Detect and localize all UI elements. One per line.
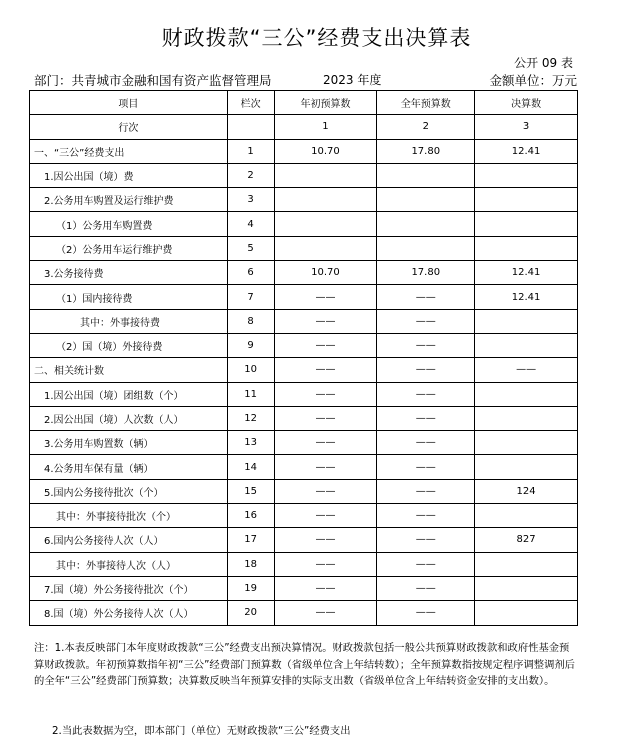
- initial-budget-cell: ——: [274, 455, 377, 479]
- table-row: [30, 479, 578, 503]
- item-cell: 其中：外事接待人次（人）: [30, 552, 228, 576]
- item-cell: 7.国（境）外公务接待批次（个）: [30, 576, 228, 600]
- row-number-cell: 6: [227, 261, 274, 285]
- table-row: [30, 504, 578, 528]
- item-cell: 2.公务用车购置及运行维护费: [30, 188, 228, 212]
- full-year-budget-cell: 17.80: [377, 261, 475, 285]
- table-row: [30, 601, 578, 625]
- year-label: 2023 年度: [323, 73, 382, 87]
- final-account-cell: 12.41: [475, 285, 578, 309]
- final-account-cell: [475, 236, 578, 260]
- full-year-budget-cell: ——: [377, 382, 475, 406]
- final-account-cell: [475, 455, 578, 479]
- final-account-cell: 12.41: [475, 261, 578, 285]
- row-number-cell: 11: [227, 382, 274, 406]
- row-number-cell: 15: [227, 479, 274, 503]
- note-1: 注：1.本表反映部门本年度财政拨款“三公”经费支出预决算情况。财政拨款包括一般公共预算财政拨款和政府性基金预算财政拨款。年初预算数指年初“三公”经费部门预算数（省级单位含上年结转数）；全年预算数指按规定程序调整调剂后的全年“三公”经费部门预算数；决算数反映当年预算安排的实际支出数（省级单位含上年结转资金安排的支出数）。: [34, 642, 575, 687]
- full-year-budget-cell: ——: [377, 576, 475, 600]
- initial-budget-cell: ——: [274, 285, 377, 309]
- full-year-budget-cell: ——: [377, 601, 475, 625]
- row-number-cell: 5: [227, 236, 274, 260]
- final-account-cell: 124: [475, 479, 578, 503]
- item-cell: （2）公务用车运行维护费: [30, 236, 228, 260]
- row-number-cell: 18: [227, 552, 274, 576]
- initial-budget-cell: ——: [274, 576, 377, 600]
- header-cell: 全年预算数: [377, 91, 475, 115]
- full-year-budget-cell: [377, 163, 475, 187]
- item-cell: 其中：外事接待批次（个）: [30, 504, 228, 528]
- initial-budget-cell: [274, 212, 377, 236]
- initial-budget-cell: 10.70: [274, 261, 377, 285]
- row-number-cell: 9: [227, 333, 274, 357]
- row-number-cell: 7: [227, 285, 274, 309]
- table-row: [30, 552, 578, 576]
- header-cell: 栏次: [227, 91, 274, 115]
- row-number-cell: 8: [227, 309, 274, 333]
- index-cell: 行次: [30, 115, 228, 139]
- initial-budget-cell: ——: [274, 431, 377, 455]
- expense-table: [29, 90, 578, 626]
- full-year-budget-cell: ——: [377, 309, 475, 333]
- initial-budget-cell: ——: [274, 479, 377, 503]
- initial-budget-cell: ——: [274, 504, 377, 528]
- index-cell: 3: [475, 115, 578, 139]
- row-number-cell: 17: [227, 528, 274, 552]
- full-year-budget-cell: ——: [377, 431, 475, 455]
- item-cell: 其中：外事接待费: [30, 309, 228, 333]
- form-number: 公开 09 表: [514, 56, 573, 70]
- item-cell: 5.国内公务接待批次（个）: [30, 479, 228, 503]
- table-row: [30, 333, 578, 357]
- table-row: [30, 236, 578, 260]
- full-year-budget-cell: ——: [377, 479, 475, 503]
- item-cell: 二、相关统计数: [30, 358, 228, 382]
- table-row: [30, 309, 578, 333]
- initial-budget-cell: ——: [274, 552, 377, 576]
- final-account-cell: [475, 163, 578, 187]
- row-number-cell: 2: [227, 163, 274, 187]
- initial-budget-cell: 10.70: [274, 139, 377, 163]
- final-account-cell: [475, 333, 578, 357]
- initial-budget-cell: ——: [274, 406, 377, 430]
- unit-label: 金额单位：万元: [489, 73, 577, 88]
- initial-budget-cell: ——: [274, 358, 377, 382]
- table-row: [30, 212, 578, 236]
- full-year-budget-cell: ——: [377, 406, 475, 430]
- full-year-budget-cell: ——: [377, 333, 475, 357]
- table-row: [30, 576, 578, 600]
- initial-budget-cell: ——: [274, 601, 377, 625]
- row-number-cell: 14: [227, 455, 274, 479]
- row-number-cell: 1: [227, 139, 274, 163]
- initial-budget-cell: ——: [274, 528, 377, 552]
- row-number-cell: 16: [227, 504, 274, 528]
- table-row: [30, 358, 578, 382]
- row-number-cell: 20: [227, 601, 274, 625]
- final-account-cell: [475, 382, 578, 406]
- final-account-cell: 827: [475, 528, 578, 552]
- final-account-cell: [475, 309, 578, 333]
- table-row: [30, 163, 578, 187]
- full-year-budget-cell: ——: [377, 358, 475, 382]
- table-row: [30, 455, 578, 479]
- full-year-budget-cell: ——: [377, 528, 475, 552]
- item-cell: （1）公务用车购置费: [30, 212, 228, 236]
- item-cell: 4.公务用车保有量（辆）: [30, 455, 228, 479]
- initial-budget-cell: [274, 188, 377, 212]
- table-row: [30, 528, 578, 552]
- full-year-budget-cell: [377, 212, 475, 236]
- row-number-cell: 4: [227, 212, 274, 236]
- table-row: [30, 382, 578, 406]
- final-account-cell: [475, 601, 578, 625]
- final-account-cell: [475, 431, 578, 455]
- header-cell: 项目: [30, 91, 228, 115]
- final-account-cell: [475, 212, 578, 236]
- initial-budget-cell: ——: [274, 309, 377, 333]
- full-year-budget-cell: ——: [377, 504, 475, 528]
- item-cell: 1.因公出国（境）费: [30, 163, 228, 187]
- index-cell: [227, 115, 274, 139]
- final-account-cell: [475, 406, 578, 430]
- page-title: 财政拨款“三公”经费支出决算表: [161, 26, 472, 50]
- initial-budget-cell: ——: [274, 382, 377, 406]
- final-account-cell: [475, 576, 578, 600]
- header-cell: 年初预算数: [274, 91, 377, 115]
- row-number-cell: 13: [227, 431, 274, 455]
- final-account-cell: [475, 188, 578, 212]
- item-cell: 3.公务用车购置数（辆）: [30, 431, 228, 455]
- initial-budget-cell: [274, 163, 377, 187]
- final-account-cell: [475, 504, 578, 528]
- full-year-budget-cell: ——: [377, 285, 475, 309]
- full-year-budget-cell: 17.80: [377, 139, 475, 163]
- item-cell: 1.因公出国（境）团组数（个）: [30, 382, 228, 406]
- row-number-cell: 19: [227, 576, 274, 600]
- initial-budget-cell: [274, 236, 377, 260]
- full-year-budget-cell: [377, 188, 475, 212]
- item-cell: （1）国内接待费: [30, 285, 228, 309]
- note-2: 2.当此表数据为空，即本部门（单位）无财政拨款“三公”经费支出: [52, 725, 351, 737]
- item-cell: 3.公务接待费: [30, 261, 228, 285]
- row-number-cell: 12: [227, 406, 274, 430]
- item-cell: 一、“三公”经费支出: [30, 139, 228, 163]
- index-row: [30, 115, 578, 139]
- row-number-cell: 10: [227, 358, 274, 382]
- department-label: 部门：共青城市金融和国有资产监督管理局: [34, 73, 272, 88]
- item-cell: 2.因公出国（境）人次数（人）: [30, 406, 228, 430]
- index-cell: 2: [377, 115, 475, 139]
- full-year-budget-cell: [377, 236, 475, 260]
- final-account-cell: 12.41: [475, 139, 578, 163]
- full-year-budget-cell: ——: [377, 455, 475, 479]
- table-row: [30, 431, 578, 455]
- table-row: [30, 139, 578, 163]
- header-row: [30, 91, 578, 115]
- table-row: [30, 261, 578, 285]
- table-row: [30, 406, 578, 430]
- item-cell: （2）国（境）外接待费: [30, 333, 228, 357]
- row-number-cell: 3: [227, 188, 274, 212]
- final-account-cell: [475, 552, 578, 576]
- item-cell: 8.国（境）外公务接待人次（人）: [30, 601, 228, 625]
- index-cell: 1: [274, 115, 377, 139]
- table-row: [30, 188, 578, 212]
- full-year-budget-cell: ——: [377, 552, 475, 576]
- final-account-cell: ——: [475, 358, 578, 382]
- table-row: [30, 285, 578, 309]
- header-cell: 决算数: [475, 91, 578, 115]
- initial-budget-cell: ——: [274, 333, 377, 357]
- item-cell: 6.国内公务接待人次（人）: [30, 528, 228, 552]
